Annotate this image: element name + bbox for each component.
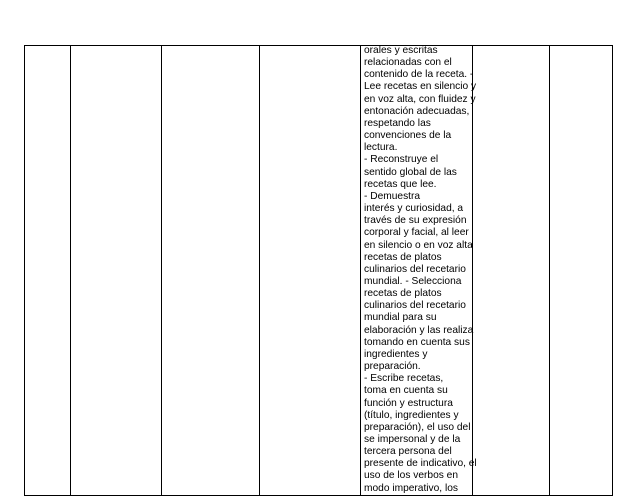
text-line: corporal y facial, al leer [364, 227, 469, 239]
text-line: - Demuestra [364, 190, 421, 202]
table-row [25, 46, 613, 496]
text-line: modo imperativo, los [364, 482, 458, 494]
text-line: través de su expresión [364, 215, 467, 227]
text-line: culinarios del recetario [364, 300, 466, 312]
text-line: preparación), el uso del [364, 421, 471, 433]
text-line: tomando en cuenta sus [364, 336, 470, 348]
text-line: se impersonal y de la [364, 434, 461, 445]
table-cell-2 [71, 46, 162, 496]
text-line: presente de indicativo, el [364, 458, 477, 470]
table-cell-6 [473, 46, 550, 496]
text-line: Lee recetas en silencio y [364, 81, 477, 93]
text-line: relacionadas con el [364, 57, 452, 69]
text-line: - Escribe recetas, [364, 373, 444, 385]
text-line: en silencio o en voz alta [364, 239, 473, 251]
table-cell-1 [25, 46, 71, 496]
cell-paragraph [361, 45, 477, 495]
text-line: sentido global de las [364, 166, 457, 178]
text-line: toma en cuenta su [364, 385, 448, 397]
text-line: preparación. [364, 361, 421, 373]
text-line: mundial para su [364, 312, 437, 324]
text-line: contenido de la receta. - [364, 69, 474, 81]
text-line: recetas de platos [364, 288, 442, 300]
text-line: entonación adecuadas, [364, 105, 470, 117]
text-line: recetas de platos [364, 251, 442, 263]
text-line: recetas que lee. [364, 178, 437, 190]
table-cell-3 [162, 46, 260, 496]
text-line: convenciones de la [364, 130, 452, 142]
text-line: orales y escritas [364, 45, 438, 56]
text-line: uso de los verbos en [364, 470, 459, 482]
table-cell-7 [550, 46, 613, 496]
text-line: función y estructura [364, 397, 453, 409]
document-table [24, 45, 613, 496]
table-cell-4 [260, 46, 361, 496]
text-line: mundial. - Selecciona [364, 275, 462, 287]
text-line: interés y curiosidad, a [364, 203, 464, 215]
text-line: - Reconstruye el [364, 154, 439, 166]
text-line: elaboración y las realiza [364, 324, 474, 336]
text-line: (título, ingredientes y [364, 409, 459, 421]
text-line: respetando las [364, 117, 431, 129]
text-line: lectura. [364, 142, 398, 154]
text-line: culinarios del recetario [364, 263, 466, 275]
text-line: tercera persona del [364, 446, 452, 458]
text-line: ingredientes y [364, 348, 428, 360]
text-line: en voz alta, con fluidez y [364, 93, 476, 105]
table-cell-text [361, 45, 477, 496]
